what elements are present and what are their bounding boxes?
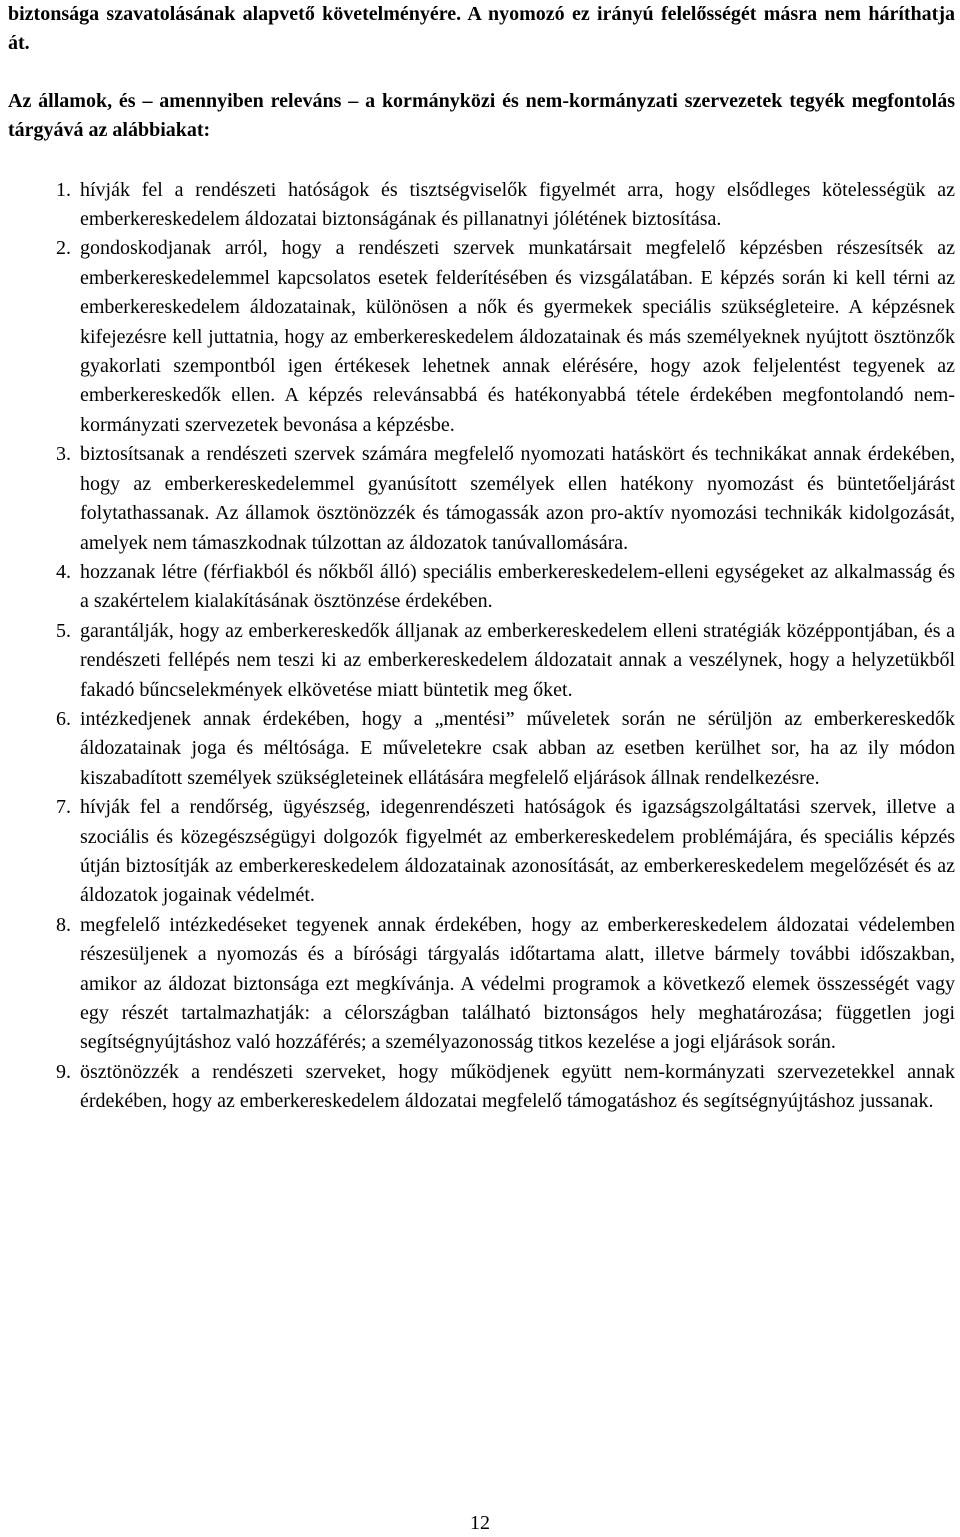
list-item-number: 5.	[56, 619, 71, 642]
list-item-5	[8, 617, 955, 705]
intro-paragraph-states: Az államok, és – amennyiben releváns – a kormányközi és nem-kormányzati szervezetek tegyék megfontolás tárgyává az alábbiakat:	[8, 89, 955, 142]
list-item-text: megfelelő intézkedéseket tegyenek annak érdekében, hogy az emberkereskedelem áldozatai védelemben részesüljenek a nyomozás és a bírósági tárgyalás időtartama alatt, illetve bármely további időszakban, amikor az áldozat biztonsága ezt megkívánja. A védelmi programok a következő elemek összességét vagy egy részét tartalmazhatják: a célországban található biztonságos hely meghatározása; független jogi segítségnyújtáshoz való hozzáférés; a személyazonosság titkos kezelése a jogi eljárások során.	[80, 913, 955, 1054]
list-item-9	[8, 1058, 955, 1117]
document-body	[8, 0, 955, 1117]
list-item-3	[8, 440, 955, 558]
list-item-number: 3.	[56, 443, 71, 466]
list-item-4	[8, 558, 955, 617]
list-item-text: hozzanak létre (férfiakból és nőkből álló) speciális emberkereskedelem-elleni egységeket az alkalmasság és a szakértelem kialakításának ösztönzése érdekében.	[80, 560, 955, 613]
list-item-text: hívják fel a rendőrség, ügyészség, idegenrendészeti hatóságok és igazságszolgáltatási szervek, illetve a szociális és közegészségügyi dolgozók figyelmét az emberkereskedelem problémájára, és speciális képzés útján biztosítják az emberkereskedelem áldozatainak azonosítását, az emberkereskedelem megelőzését és az áldozatok jogainak védelmét.	[80, 796, 955, 907]
list-item-text: ösztönözzék a rendészeti szerveket, hogy működjenek együtt nem-kormányzati szervezetekkel annak érdekében, hogy az emberkereskedelem áldozatai megfelelő támogatáshoz és segítségnyújtáshoz jussanak.	[80, 1060, 955, 1113]
list-item-number: 6.	[56, 707, 71, 730]
list-item-2	[8, 234, 955, 440]
recommendation-list	[8, 176, 955, 1117]
list-item-text: biztosítsanak a rendészeti szervek számára megfelelő nyomozati hatáskört és technikákat annak érdekében, hogy az emberkereskedelemmel gyanúsított személyek ellen hatékony nyomozást és büntetőeljárást folytathassanak. Az államok ösztönözzék és támogassák azon pro-aktív nyomozási technikák kidolgozását, amelyek nem támaszkodnak túlzottan az áldozatok tanúvallomására.	[80, 443, 955, 554]
page-number: 12	[470, 1512, 490, 1534]
list-item-number: 7.	[56, 796, 71, 819]
intro-paragraph-continuation: biztonsága szavatolásának alapvető követelményére. A nyomozó ez irányú felelősségét másra nem háríthatja át.	[8, 3, 955, 55]
list-item-text: hívják fel a rendészeti hatóságok és tisztségviselők figyelmét arra, hogy elsődleges kötelességük az emberkereskedelem áldozatai biztonságának és pillanatnyi jólétének biztosítása.	[80, 178, 955, 231]
list-item-number: 9.	[56, 1060, 71, 1083]
list-item-number: 4.	[56, 560, 71, 583]
list-item-text: gondoskodjanak arról, hogy a rendészeti szervek munkatársait megfelelő képzésben részesítsék az emberkereskedelemmel kapcsolatos esetek felderítésében és vizsgálatában. E képzés során ki kell térni az emberkereskedelem áldozatainak, különösen a nők és gyermekek speciális szükségleteire. A képzésnek kifejezésre kell juttatnia, hogy az emberkereskedelem áldozatainak és más személyeknek nyújtott ösztönzők gyakorlati szempontból igen értékesek lehetnek annak elérésére, hogy azok feljelentést tegyenek az emberkereskedők ellen. A képzés relevánsabbá és hatékonyabbá tétele érdekében megfontolandó nem-kormányzati szervezetek bevonása a képzésbe.	[80, 237, 955, 436]
list-item-7	[8, 793, 955, 911]
list-item-text: intézkedjenek annak érdekében, hogy a „mentési” műveletek során ne sérüljön az emberkereskedők áldozatainak joga és méltósága. E műveletekre csak abban az esetben kerülhet sor, ha az ily módon kiszabadított személyek szükségleteinek ellátására megfelelő eljárások állnak rendelkezésre.	[80, 707, 955, 789]
list-item-text: garantálják, hogy az emberkereskedők álljanak az emberkereskedelem elleni stratégiák középpontjában, és a rendészeti fellépés nem teszi ki az emberkereskedelem áldozatait annak a veszélynek, hogy a helyzetükből fakadó bűncselekmények elkövetése miatt büntetik meg őket.	[80, 619, 955, 701]
list-item-number: 1.	[56, 178, 71, 201]
list-item-6	[8, 705, 955, 793]
list-item-1	[8, 176, 955, 235]
list-item-number: 8.	[56, 913, 71, 936]
list-item-8	[8, 911, 955, 1058]
list-item-number: 2.	[56, 237, 71, 260]
